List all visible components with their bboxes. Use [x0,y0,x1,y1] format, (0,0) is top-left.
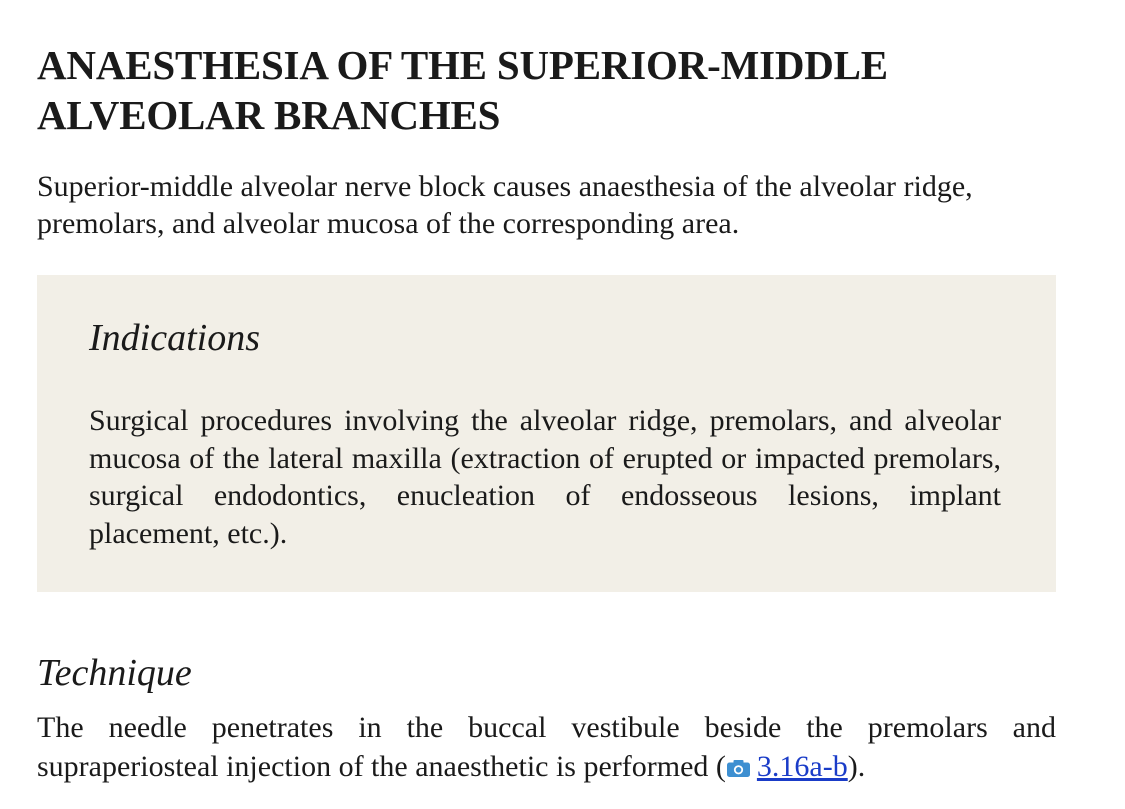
technique-heading: Technique [37,652,192,694]
indications-paragraph: Surgical procedures involving the alveolar ridge, premolars, and alveolar mucosa of the lateral maxilla (extraction of erupted or impacted premolars, surgical endodontics, enucleation of endosseous lesions, implant placement, etc.). [89,404,1001,550]
technique-text-after: ). [847,750,866,783]
indications-heading: Indications [89,317,260,359]
technique-text-before: The needle penetrates in the buccal vestibule beside the premolars and supraperiosteal injection of the anaesthetic is performed ( [37,711,1056,783]
camera-icon[interactable] [726,749,751,768]
figure-reference[interactable] [726,750,865,783]
technique-paragraph [37,708,1056,786]
indications-box [37,275,1056,592]
document-page [37,40,1056,786]
figure-link[interactable]: 3.16a-b [756,750,848,783]
section-title-line-1: ANAESTHESIA OF THE SUPERIOR-MIDDLE [37,42,888,88]
section-title-line-2: ALVEOLAR BRANCHES [37,92,501,138]
intro-paragraph: Superior-middle alveolar nerve block causes anaesthesia of the alveolar ridge, premolars, and alveolar mucosa of the corresponding area. [37,170,973,240]
section-title [37,40,1056,140]
